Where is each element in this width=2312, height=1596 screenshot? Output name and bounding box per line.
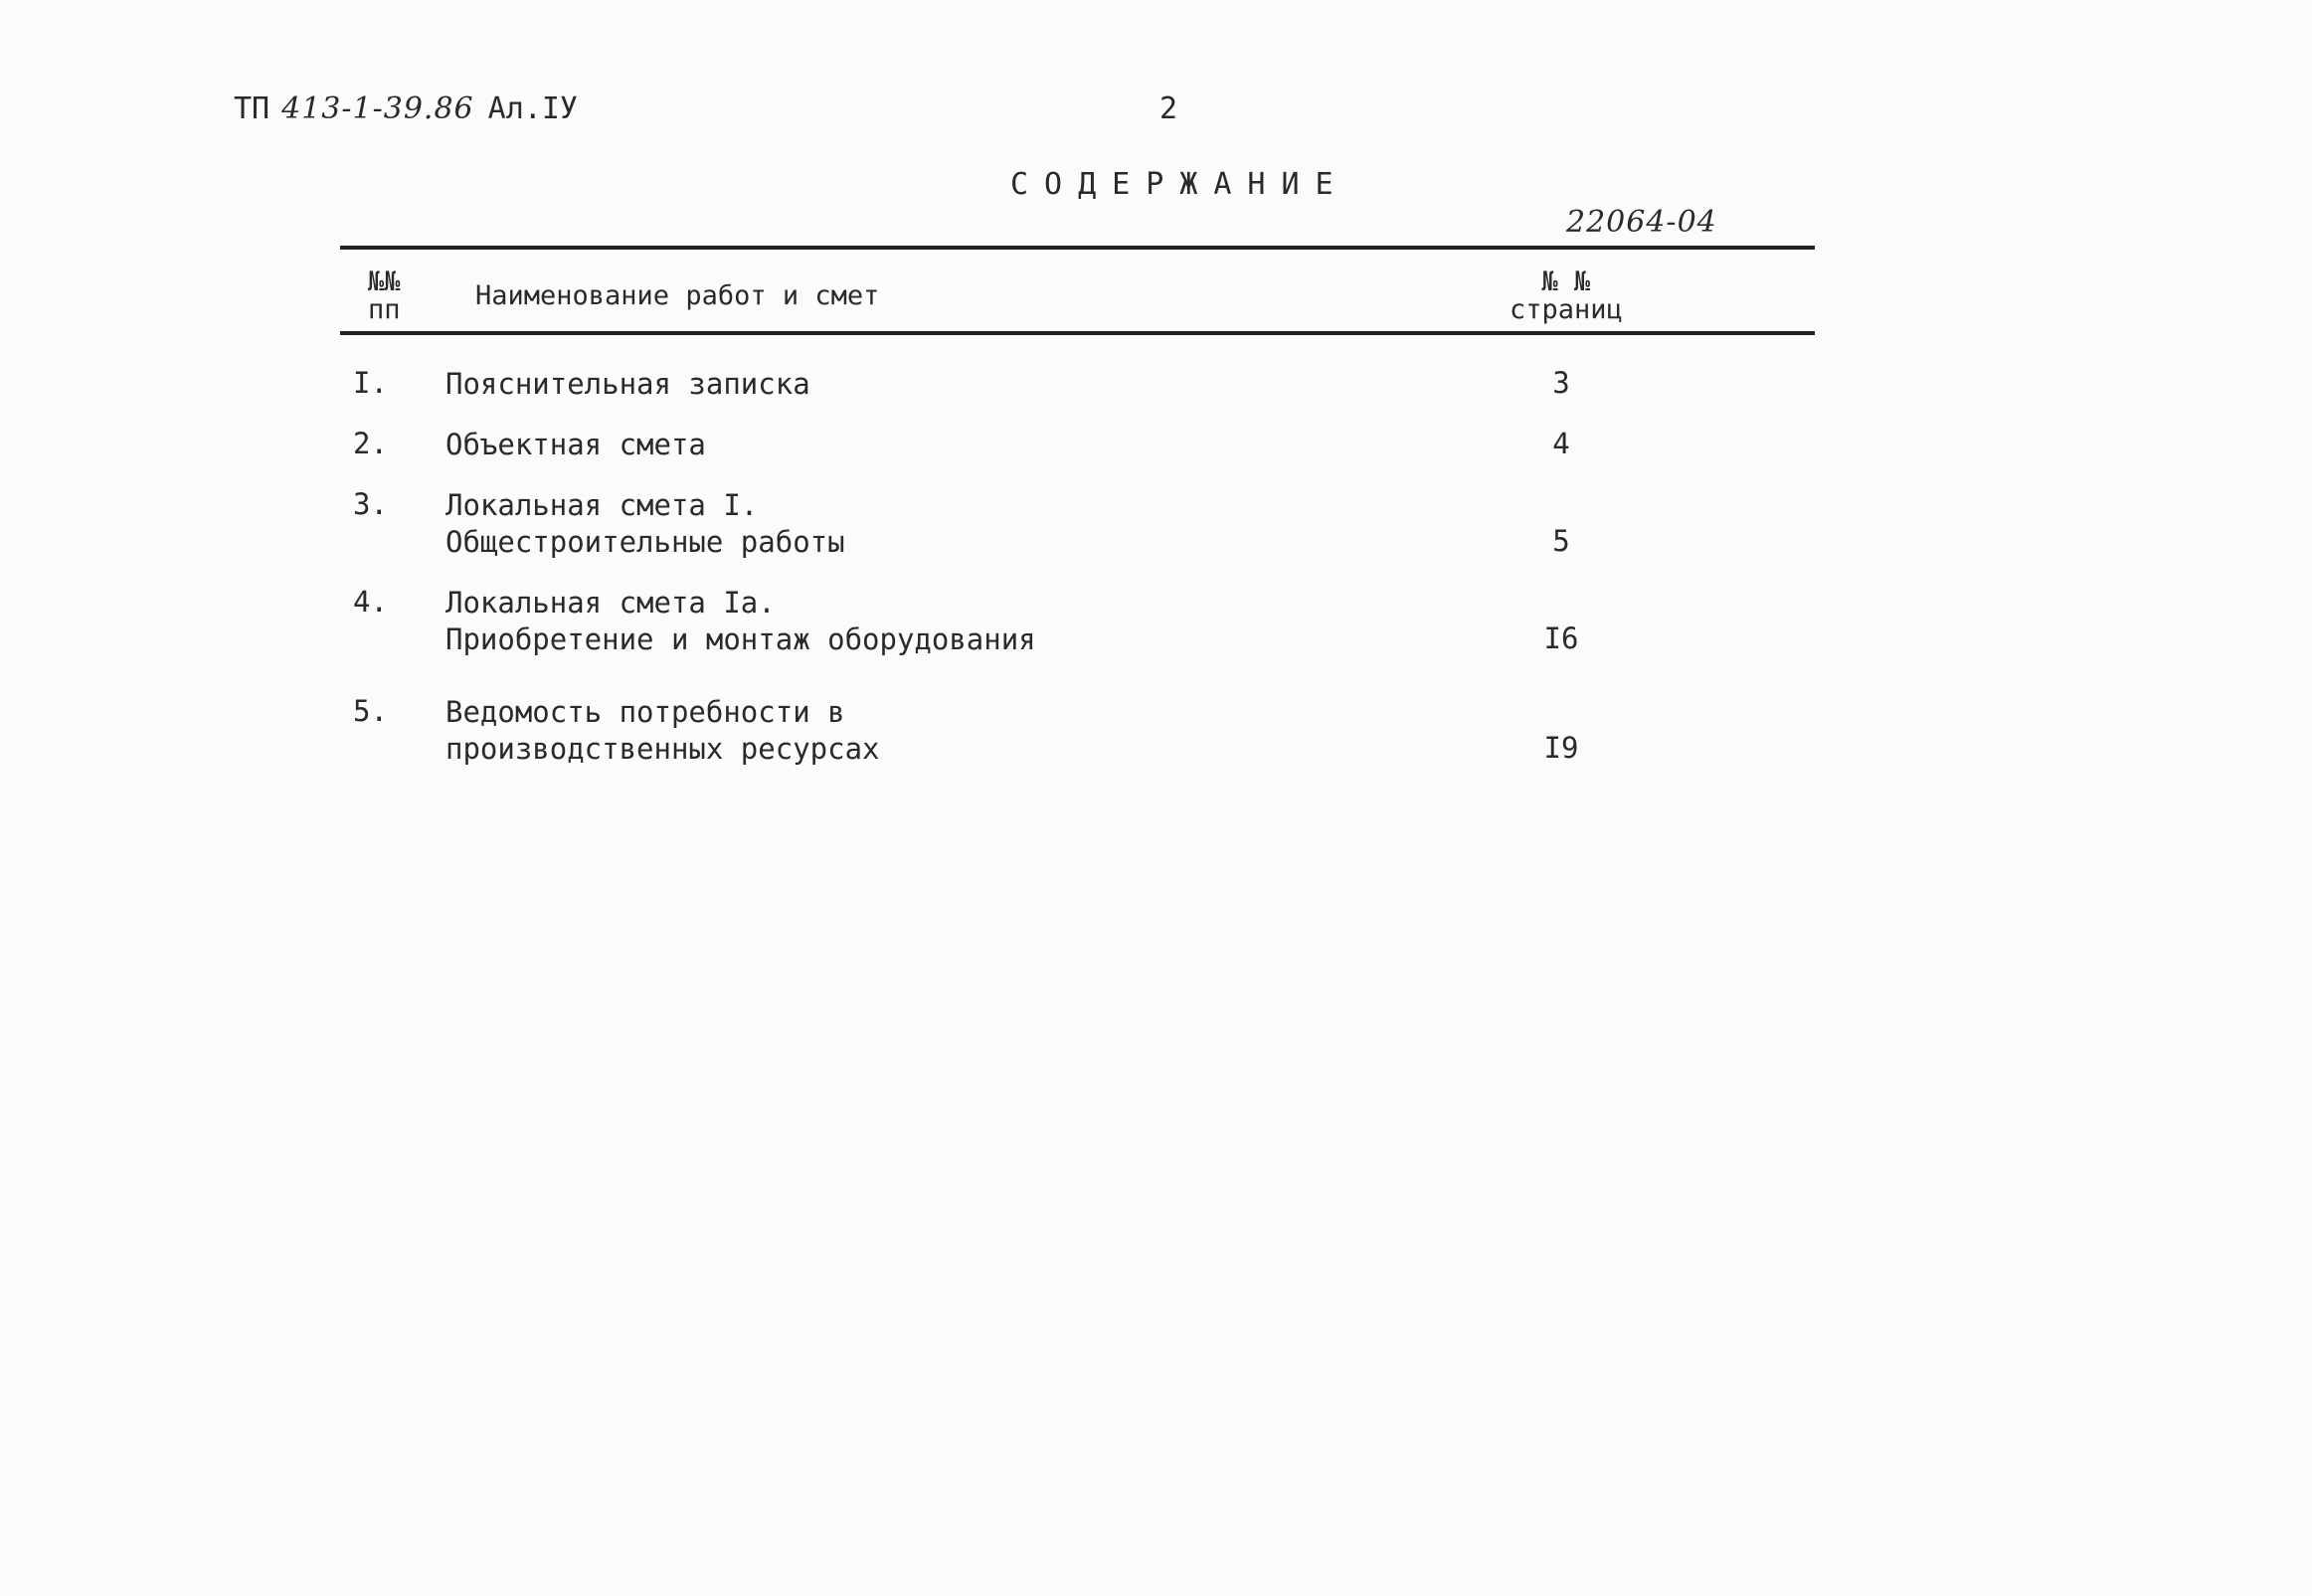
row-number: 5. <box>353 694 388 728</box>
column-header-name: Наименование работ и смет <box>475 280 880 311</box>
row-title-line: Пояснительная записка <box>445 367 810 401</box>
column-header-number-line2: пп <box>368 294 401 325</box>
row-number: 4. <box>353 585 388 619</box>
page-title: СОДЕРЖАНИЕ <box>1010 167 1349 202</box>
column-header-number-line1: №№ <box>368 266 401 297</box>
row-title-line: Общестроительные работы <box>445 525 845 559</box>
column-header-pages-line1: № № <box>1541 266 1591 297</box>
page-number: 2 <box>1159 91 1178 126</box>
row-page: 5 <box>1552 524 1570 558</box>
table-header-rule <box>340 331 1815 335</box>
row-title <box>445 585 1036 658</box>
row-number: I. <box>353 366 388 400</box>
project-code: 413-1-39.86 <box>281 91 474 126</box>
column-header-pages-line2: страниц <box>1510 294 1623 325</box>
row-title-line: Локальная смета Iа. <box>445 586 776 620</box>
document-code-header <box>234 91 578 126</box>
row-number: 3. <box>353 487 388 521</box>
row-title-line: Локальная смета I. <box>445 488 759 522</box>
column-header-number <box>368 268 401 324</box>
row-title-line: производственных ресурсах <box>445 732 880 766</box>
series-label: ТП <box>234 91 270 126</box>
reference-number: 22064-04 <box>1566 205 1717 240</box>
row-page: 4 <box>1552 427 1570 460</box>
row-title-line: Ведомость потребности в <box>445 695 845 729</box>
row-title <box>445 487 845 561</box>
row-page: I9 <box>1543 731 1579 765</box>
row-title-line: Приобретение и монтаж оборудования <box>445 622 1036 656</box>
row-number: 2. <box>353 427 388 460</box>
row-title <box>445 427 706 463</box>
row-title-line: Объектная смета <box>445 428 706 461</box>
row-page: I6 <box>1543 621 1579 655</box>
album-label: Ал.IУ <box>487 91 578 126</box>
column-header-pages <box>1510 268 1623 324</box>
row-title <box>445 366 810 403</box>
row-title <box>445 694 880 768</box>
table-top-rule <box>340 246 1815 250</box>
row-page: 3 <box>1552 366 1570 400</box>
